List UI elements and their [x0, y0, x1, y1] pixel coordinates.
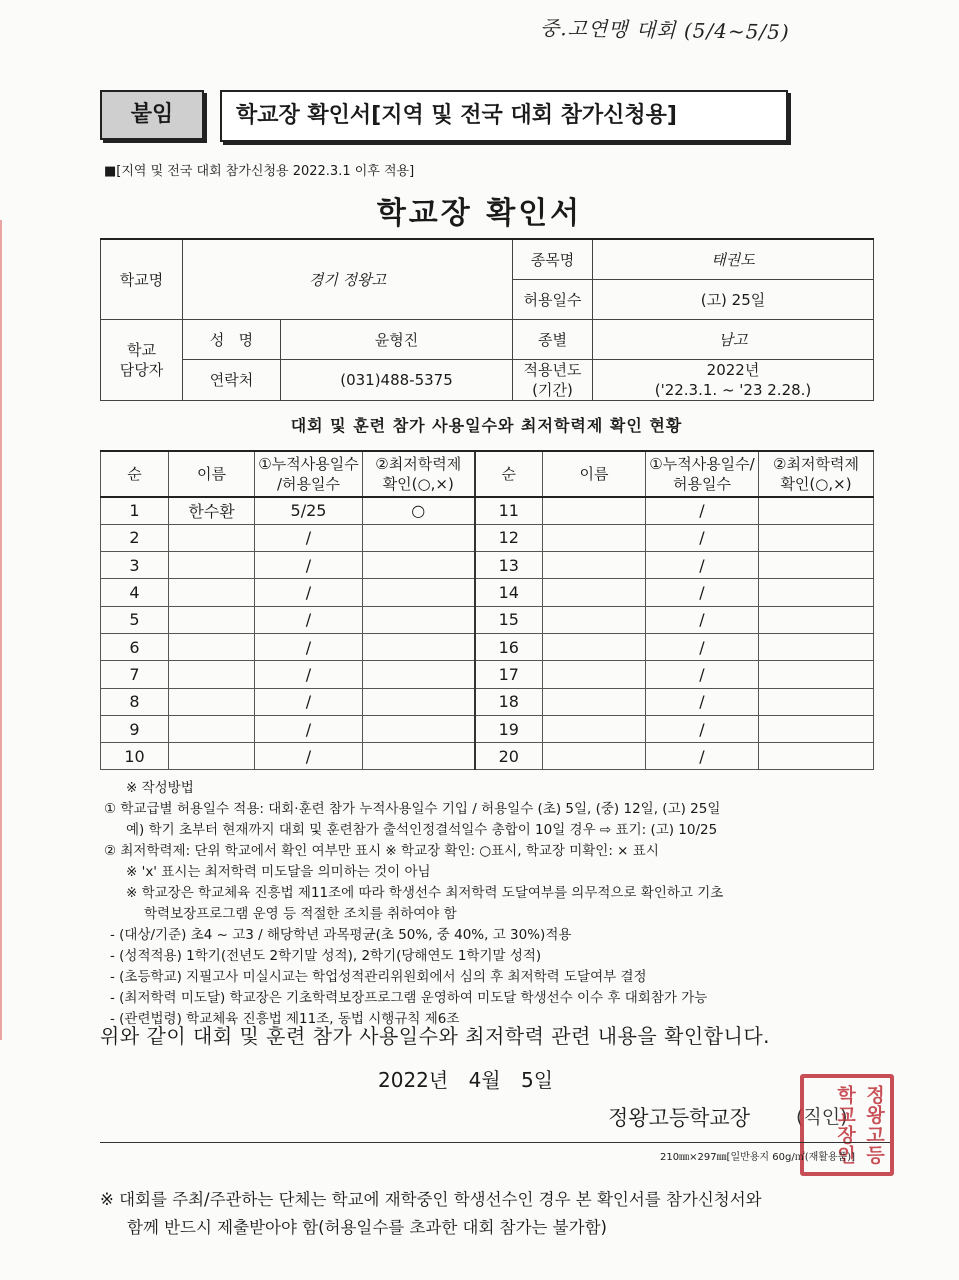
- paper-spec: 210㎜×297㎜[일반용지 60g/㎡(재활용품)]: [660, 1152, 856, 1163]
- phone-value: (031)488-5375: [281, 359, 513, 400]
- header-name: 이름: [169, 451, 255, 497]
- header-no-2: 순: [475, 451, 543, 497]
- row-check: [363, 524, 475, 551]
- row-no: 7: [101, 661, 169, 688]
- row-days-2: /: [646, 552, 759, 579]
- phone-label: 연락처: [183, 359, 281, 400]
- row-check-2: [759, 688, 874, 715]
- row-name-2: [543, 633, 646, 660]
- table-row: [101, 552, 874, 579]
- guide-heading: ※ 작성방법: [126, 780, 194, 796]
- divider-line: [100, 1142, 890, 1143]
- row-name-2: [543, 497, 646, 524]
- guide-line: 예) 학기 초부터 현재까지 대회 및 훈련참가 출석인정결석일수 총합이 10일 경우 ⇨ 표기: (고) 10/25: [126, 822, 718, 838]
- row-days-2: /: [646, 743, 759, 770]
- row-name-2: [543, 606, 646, 633]
- table-row: [101, 715, 874, 742]
- guide-line: ※ 'x' 표시는 최저학력 미도달을 의미하는 것이 아님: [126, 864, 431, 880]
- row-days: /: [255, 715, 363, 742]
- table-row: [101, 688, 874, 715]
- row-check-2: [759, 497, 874, 524]
- row-name-2: [543, 743, 646, 770]
- guide-line: - (최저학력 미도달) 학교장은 기초학력보장프로그램 운영하여 미도달 학생선수 이수 후 대회참가 가능: [110, 990, 708, 1006]
- school-name-label: 학교명: [101, 239, 183, 319]
- row-days: /: [255, 552, 363, 579]
- row-name: [169, 743, 255, 770]
- row-no: 2: [101, 524, 169, 551]
- table-row: [101, 524, 874, 551]
- row-name: [169, 524, 255, 551]
- header-check-2: ②최저학력제 확인(○,×): [759, 451, 874, 497]
- row-name: [169, 688, 255, 715]
- row-no-2: 12: [475, 524, 543, 551]
- row-days: /: [255, 661, 363, 688]
- person-name-value: 윤형진: [281, 319, 513, 359]
- writing-guide: [104, 778, 904, 1030]
- row-no: 4: [101, 579, 169, 606]
- table-row: [101, 497, 874, 524]
- row-days: /: [255, 688, 363, 715]
- row-days: /: [255, 579, 363, 606]
- row-check-2: [759, 743, 874, 770]
- allowed-days-value: (고) 25일: [593, 279, 874, 319]
- row-no-2: 14: [475, 579, 543, 606]
- row-name: [169, 633, 255, 660]
- seal-label: (직인): [796, 1106, 848, 1128]
- row-no: 5: [101, 606, 169, 633]
- header-name-2: 이름: [543, 451, 646, 497]
- official-seal-stamp: 정왕고등학교장인: [800, 1074, 894, 1176]
- guide-line: - (초등학교) 지필고사 미실시교는 학업성적관리위원회에서 심의 후 최저학력 도달여부 결정: [110, 969, 647, 985]
- row-no-2: 16: [475, 633, 543, 660]
- guide-line: - (대상/기준) 초4 ~ 고3 / 해당학년 과목평균(초 50%, 중 40%, 고 30%)적용: [110, 927, 572, 943]
- row-check: [363, 661, 475, 688]
- submission-note: [100, 1186, 900, 1242]
- row-days: 5/25: [255, 497, 363, 524]
- row-no-2: 18: [475, 688, 543, 715]
- row-no-2: 13: [475, 552, 543, 579]
- row-no-2: 19: [475, 715, 543, 742]
- attachment-tag: 붙임: [100, 90, 204, 140]
- school-info-table: [100, 238, 874, 401]
- row-check: ○: [363, 497, 475, 524]
- header-days: ①누적사용일수 /허용일수: [255, 451, 363, 497]
- row-check: [363, 579, 475, 606]
- row-days-2: /: [646, 633, 759, 660]
- row-no-2: 15: [475, 606, 543, 633]
- row-days: /: [255, 633, 363, 660]
- row-name-2: [543, 715, 646, 742]
- attachment-title: 학교장 확인서[지역 및 전국 대회 참가신청용]: [220, 90, 788, 142]
- row-no: 3: [101, 552, 169, 579]
- row-days-2: /: [646, 661, 759, 688]
- header-days-2: ①누적사용일수/ 허용일수: [646, 451, 759, 497]
- year-value: 2022년: [706, 360, 760, 379]
- guide-line: ① 학교급별 허용일수 적용: 대회·훈련 참가 누적사용일수 기입 / 허용일수 (초) 5일, (중) 12일, (고) 25일: [104, 801, 721, 817]
- header-no: 순: [101, 451, 169, 497]
- sport-label: 종목명: [513, 239, 593, 279]
- confirmation-statement: 위와 같이 대회 및 훈련 참가 사용일수와 최저학력 관련 내용을 확인합니다.: [100, 1024, 771, 1048]
- row-check-2: [759, 715, 874, 742]
- guide-line: - (성적적용) 1학기(전년도 2학기말 성적), 2학기(당해연도 1학기말 성적): [110, 948, 542, 964]
- principal-signature: 정왕고등학교장: [608, 1106, 751, 1130]
- row-check-2: [759, 524, 874, 551]
- page-edge-shadow: [0, 220, 2, 1040]
- row-days-2: /: [646, 715, 759, 742]
- row-days-2: /: [646, 688, 759, 715]
- row-name: [169, 552, 255, 579]
- table-row: [101, 579, 874, 606]
- row-no: 1: [101, 497, 169, 524]
- note-line: 함께 반드시 제출받아야 함(허용일수를 초과한 대회 참가는 불가함): [127, 1218, 607, 1237]
- row-name-2: [543, 524, 646, 551]
- allowed-days-label: 허용일수: [513, 279, 593, 319]
- row-days-2: /: [646, 579, 759, 606]
- attachment-header: [100, 90, 790, 142]
- row-days-2: /: [646, 524, 759, 551]
- row-name: [169, 715, 255, 742]
- row-check: [363, 633, 475, 660]
- guide-line: ※ 학교장은 학교체육 진흥법 제11조에 따라 학생선수 최저학력 도달여부를 의무적으로 확인하고 기초: [126, 885, 724, 901]
- row-check: [363, 606, 475, 633]
- row-name: 한수환: [169, 497, 255, 524]
- guide-line: - (관련법령) 학교체육 진흥법 제11조, 동법 시행규칙 제6조: [110, 1011, 460, 1027]
- period-value: ('22.3.1. ~ '23 2.28.): [654, 380, 812, 399]
- row-name: [169, 606, 255, 633]
- row-days: /: [255, 743, 363, 770]
- row-name-2: [543, 579, 646, 606]
- row-no: 10: [101, 743, 169, 770]
- guide-line: ② 최저학력제: 단위 학교에서 확인 여부만 표시 ※ 학교장 확인: ○표시, 학교장 미확인: × 표시: [104, 843, 659, 859]
- row-check-2: [759, 606, 874, 633]
- note-line: ※ 대회를 주최/주관하는 단체는 학교에 재학중인 학생선수인 경우 본 확인서를 참가신청서와: [100, 1190, 762, 1209]
- row-no: 8: [101, 688, 169, 715]
- row-name-2: [543, 661, 646, 688]
- records-header-row: [101, 451, 874, 497]
- sport-value: 태권도: [593, 239, 874, 279]
- row-name: [169, 579, 255, 606]
- row-check-2: [759, 579, 874, 606]
- year-cell: [593, 359, 874, 400]
- row-check-2: [759, 633, 874, 660]
- table-row: [101, 661, 874, 688]
- row-no: 9: [101, 715, 169, 742]
- row-check-2: [759, 661, 874, 688]
- gender-label: 종별: [513, 319, 593, 359]
- row-check: [363, 688, 475, 715]
- row-no-2: 17: [475, 661, 543, 688]
- contact-person-label: 학교 담당자: [101, 319, 183, 400]
- document-date: 2022년 4월 5일: [378, 1068, 554, 1092]
- row-name: [169, 661, 255, 688]
- row-no-2: 20: [475, 743, 543, 770]
- applicability-note: ■[지역 및 전국 대회 참가신청용 2022.3.1 이후 적용]: [104, 164, 415, 179]
- row-days: /: [255, 524, 363, 551]
- row-no-2: 11: [475, 497, 543, 524]
- table-row: [101, 633, 874, 660]
- row-check: [363, 552, 475, 579]
- document-title: 학교장 확인서: [376, 196, 583, 231]
- status-section-title: 대회 및 훈련 참가 사용일수와 최저학력제 확인 현황: [290, 416, 683, 435]
- year-label: 적용년도 (기간): [513, 359, 593, 400]
- row-check: [363, 743, 475, 770]
- participation-records-table: [100, 450, 874, 770]
- row-name-2: [543, 552, 646, 579]
- guide-line: 학력보장프로그램 운영 등 적절한 조치를 취하여야 함: [144, 906, 457, 922]
- row-check: [363, 715, 475, 742]
- school-name-value: 경기 정왕고: [183, 239, 513, 319]
- row-no: 6: [101, 633, 169, 660]
- row-name-2: [543, 688, 646, 715]
- handwritten-note: 중.고연맹 대회 (5/4~5/5): [539, 15, 790, 45]
- header-check: ②최저학력제 확인(○,×): [363, 451, 475, 497]
- person-name-label: 성 명: [183, 319, 281, 359]
- table-row: [101, 743, 874, 770]
- row-check-2: [759, 552, 874, 579]
- row-days-2: /: [646, 606, 759, 633]
- gender-value: 남고: [593, 319, 874, 359]
- row-days-2: /: [646, 497, 759, 524]
- table-row: [101, 606, 874, 633]
- row-days: /: [255, 606, 363, 633]
